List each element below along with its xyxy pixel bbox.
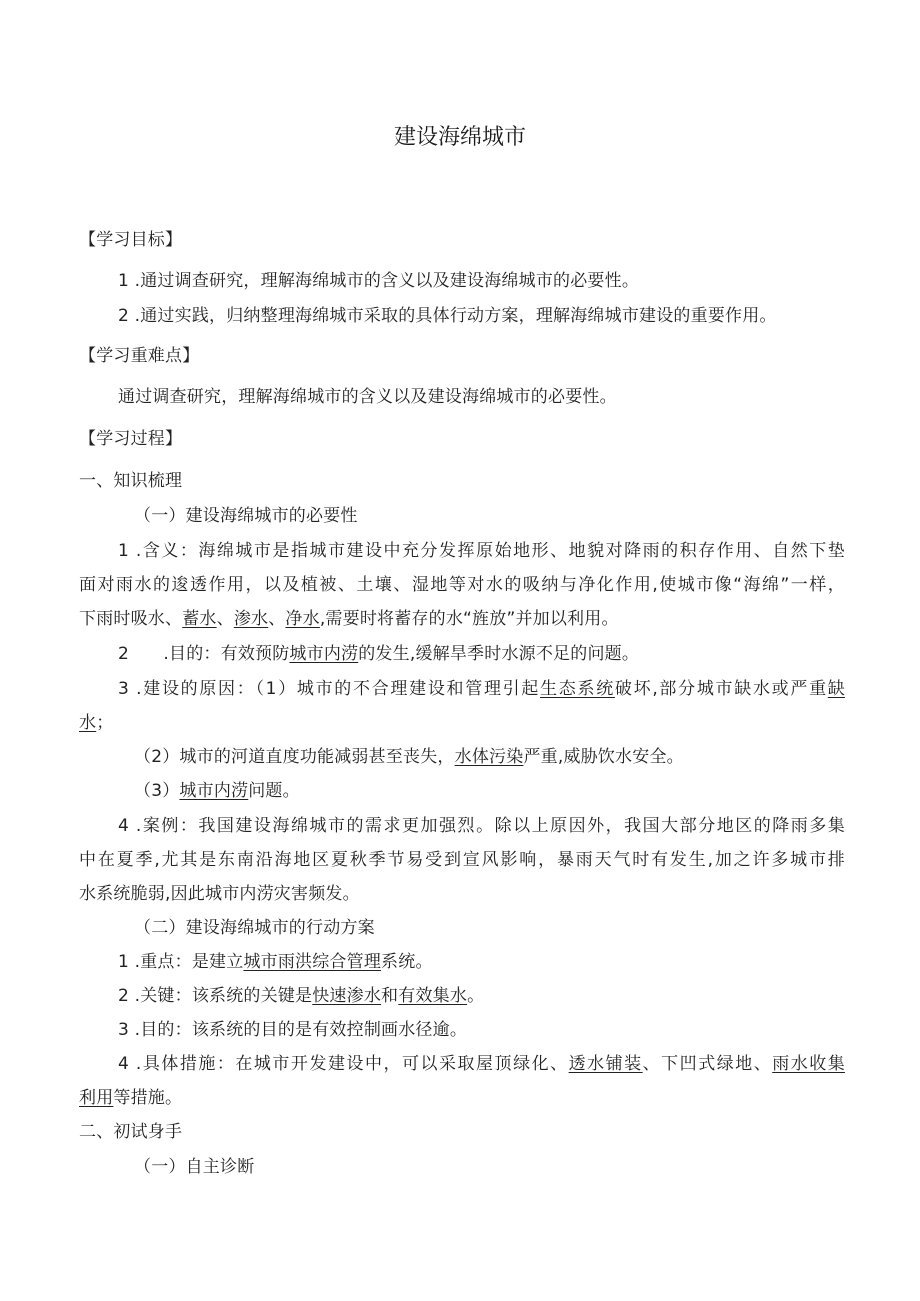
objective-2: 2 .通过实践，归纳整理海绵城市采取的具体行动方案，理解海绵城市建设的重要作用。 [118, 306, 777, 326]
underlined-term: 利用 [79, 1088, 114, 1108]
case-line-2: 中在夏季,尤其是东南沿海地区夏秋季节易受到宣风影响，暴雨天气时有发生,加之许多城市排 [79, 850, 845, 870]
meaning-line-3 [79, 608, 619, 630]
text-segment: 、 [268, 609, 286, 629]
key-points-heading: 【学习重难点】 [79, 346, 200, 366]
reason-2-line [134, 746, 684, 768]
underlined-term: 雨水收集 [772, 1054, 845, 1074]
meaning-line-2: 面对雨水的逡透作用，以及植被、土壤、湿地等对水的吸纳与净化作用,使城市像“海绵”一样， [79, 575, 845, 595]
underlined-term: 蓄水 [182, 609, 217, 629]
meaning-line-1: 1 .含义：海绵城市是指城市建设中充分发挥原始地形、地貌对降雨的积存作用、自然下垫 [118, 541, 845, 561]
text-segment: 。 [467, 986, 485, 1006]
page-title: 建设海绵城市 [393, 125, 526, 150]
text-segment: （3） [134, 781, 180, 801]
underlined-term: 透水铺装 [568, 1054, 643, 1074]
part-1-heading: 一、知识梳理 [79, 471, 183, 491]
subsection-2-heading: （二）建设海绵城市的行动方案 [134, 918, 375, 938]
text-segment: 和 [381, 986, 399, 1006]
text-segment: ,需要时将蓄存的水“旌放”并加以利用。 [319, 609, 619, 629]
text-segment: 、下凹式绿地、 [642, 1054, 773, 1074]
underlined-term: 有效集水 [398, 986, 468, 1006]
text-segment: 、 [216, 609, 234, 629]
text-segment: 2 .关键：该系统的关键是 [118, 986, 313, 1006]
goal-line: 3 .目的：该系统的目的是有效控制画水径逾。 [118, 1020, 468, 1040]
objectives-heading: 【学习目标】 [79, 230, 183, 250]
focus-line [118, 951, 433, 973]
underlined-term: 城市雨洪综合管理 [243, 952, 382, 972]
underlined-term: 净水 [285, 609, 320, 629]
subsection-3-heading: （一）自主诊断 [134, 1157, 255, 1177]
case-line-1: 4 .案例：我国建设海绵城市的需求更加强烈。除以上原因外，我国大部分地区的降雨多集 [118, 816, 845, 836]
text-segment: （2）城市的河道直度功能减弱甚至丧失， [134, 747, 455, 767]
underlined-term: 水体污染 [454, 747, 524, 767]
underlined-term: 快速渗水 [312, 986, 382, 1006]
text-segment: 等措施。 [113, 1088, 183, 1108]
objective-1: 1 .通过调查研究，理解海绵城市的含义以及建设海绵城市的必要性。 [118, 271, 640, 291]
text-segment: 4 .具体措施：在城市开发建设中，可以采取屋顶绿化、 [118, 1054, 569, 1074]
purpose-line [118, 643, 639, 665]
text-segment: 系统。 [381, 952, 433, 972]
case-line-3: 水系统脆弱,因此城市内涝灾害频发。 [79, 884, 360, 904]
reason-line-2 [79, 712, 113, 734]
reason-line-1 [118, 678, 845, 700]
underlined-term: 缺 [827, 679, 845, 699]
underlined-term: 城市内涝 [179, 781, 249, 801]
text-segment: 1 .重点：是建立 [118, 952, 244, 972]
subsection-1-heading: （一）建设海绵城市的必要性 [134, 506, 358, 526]
key-line [118, 985, 484, 1007]
text-segment: 问题。 [248, 781, 300, 801]
text-segment: 3 .建设的原因：（1）城市的不合理建设和管理引起 [118, 679, 541, 699]
process-heading: 【学习过程】 [79, 429, 183, 449]
measures-line-2 [79, 1087, 182, 1109]
text-segment: ； [96, 713, 114, 733]
text-segment: 2 .目的：有效预防 [118, 644, 290, 664]
text-segment: 下雨时吸水、 [79, 609, 183, 629]
underlined-term: 渗水 [233, 609, 269, 629]
underlined-term: 生态系统 [540, 679, 615, 699]
measures-line-1 [118, 1053, 845, 1075]
underlined-term: 城市内涝 [289, 644, 359, 664]
text-segment: 的发生,缓解旱季时水源不足的问题。 [358, 644, 640, 664]
text-segment: 破坏,部分城市缺水或严重 [614, 679, 828, 699]
text-segment: 严重,威胁饮水安全。 [523, 747, 684, 767]
key-points-text: 通过调查研究，理解海绵城市的含义以及建设海绵城市的必要性。 [118, 387, 617, 407]
reason-3-line [134, 780, 300, 802]
part-2-heading: 二、初试身手 [79, 1122, 183, 1142]
underlined-term: 水 [79, 713, 97, 733]
